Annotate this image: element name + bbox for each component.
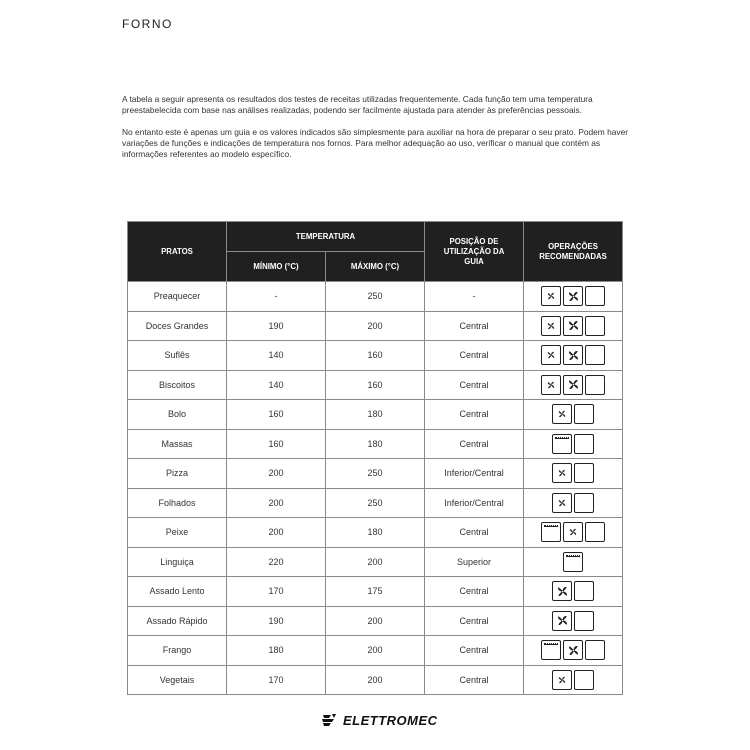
operations-icons	[524, 404, 622, 424]
max-temp-cell: 180	[326, 518, 425, 548]
dish-cell: Preaquecer	[128, 282, 227, 312]
min-temp-cell: 200	[227, 518, 326, 548]
empty-oven-icon	[585, 522, 605, 542]
position-cell: Central	[425, 665, 524, 695]
operations-icons	[524, 316, 622, 336]
fan-small-icon	[541, 345, 561, 365]
operations-icons	[524, 286, 622, 306]
position-cell: Inferior/Central	[425, 488, 524, 518]
max-temp-cell: 175	[326, 577, 425, 607]
empty-oven-icon	[574, 463, 594, 483]
table-body	[128, 282, 623, 695]
position-cell: Central	[425, 341, 524, 371]
header-operacoes: OPERAÇÕES RECOMENDADAS	[524, 222, 623, 282]
empty-oven-icon	[574, 611, 594, 631]
min-temp-cell: 140	[227, 370, 326, 400]
min-temp-cell: 200	[227, 488, 326, 518]
min-temp-cell: 190	[227, 606, 326, 636]
table-row	[128, 400, 623, 430]
dish-cell: Folhados	[128, 488, 227, 518]
operations-icons	[524, 434, 622, 454]
empty-oven-icon	[574, 670, 594, 690]
dish-cell: Suflês	[128, 341, 227, 371]
intro-paragraph-2: No entanto este é apenas um guia e os valores indicados são simplesmente para auxiliar na hora de preparar o seu prato. Podem haver variações de funções e indicações de temperatura nos fornos. Para melhor adequação ao uso, verificar o manual que contém as informações referentes ao modelo específico.	[122, 127, 629, 160]
position-cell: Superior	[425, 547, 524, 577]
dish-cell: Bolo	[128, 400, 227, 430]
table-row	[128, 518, 623, 548]
fan-large-icon	[552, 581, 572, 601]
max-temp-cell: 250	[326, 282, 425, 312]
operations-cell	[524, 488, 623, 518]
empty-oven-icon	[585, 316, 605, 336]
position-cell: Central	[425, 577, 524, 607]
fan-small-icon	[541, 316, 561, 336]
table-row	[128, 459, 623, 489]
top-heat-icon	[541, 522, 561, 542]
operations-cell	[524, 282, 623, 312]
position-cell: -	[425, 282, 524, 312]
fan-small-icon	[563, 522, 583, 542]
max-temp-cell: 250	[326, 459, 425, 489]
operations-cell	[524, 311, 623, 341]
table-row	[128, 577, 623, 607]
max-temp-cell: 160	[326, 370, 425, 400]
top-heat-icon	[563, 552, 583, 572]
header-maximo: MÁXIMO (°C)	[326, 252, 425, 282]
fan-large-icon	[552, 611, 572, 631]
brand-name: ELETTROMEC	[343, 712, 438, 728]
operations-cell	[524, 370, 623, 400]
top-heat-icon	[541, 640, 561, 660]
position-cell: Central	[425, 636, 524, 666]
operations-icons	[524, 581, 622, 601]
dish-cell: Linguiça	[128, 547, 227, 577]
table-row	[128, 665, 623, 695]
dish-cell: Peixe	[128, 518, 227, 548]
min-temp-cell: 200	[227, 459, 326, 489]
table-row	[128, 282, 623, 312]
fan-small-icon	[552, 670, 572, 690]
empty-oven-icon	[574, 434, 594, 454]
fan-small-icon	[541, 375, 561, 395]
min-temp-cell: 170	[227, 665, 326, 695]
dish-cell: Doces Grandes	[128, 311, 227, 341]
fan-large-icon	[563, 375, 583, 395]
table-row	[128, 636, 623, 666]
max-temp-cell: 200	[326, 636, 425, 666]
max-temp-cell: 180	[326, 429, 425, 459]
operations-cell	[524, 665, 623, 695]
fan-small-icon	[552, 404, 572, 424]
max-temp-cell: 180	[326, 400, 425, 430]
empty-oven-icon	[574, 493, 594, 513]
min-temp-cell: 140	[227, 341, 326, 371]
fan-small-icon	[541, 286, 561, 306]
operations-icons	[524, 670, 622, 690]
header-pratos: PRATOS	[128, 222, 227, 282]
max-temp-cell: 200	[326, 547, 425, 577]
operations-cell	[524, 606, 623, 636]
operations-cell	[524, 459, 623, 489]
max-temp-cell: 160	[326, 341, 425, 371]
dish-cell: Pizza	[128, 459, 227, 489]
oven-recipes-table	[127, 221, 623, 695]
dish-cell: Frango	[128, 636, 227, 666]
min-temp-cell: 170	[227, 577, 326, 607]
header-minimo: MÍNIMO (°C)	[227, 252, 326, 282]
operations-icons	[524, 375, 622, 395]
operations-icons	[524, 640, 622, 660]
empty-oven-icon	[585, 345, 605, 365]
header-posicao: POSIÇÃO DE UTILIZAÇÃO DA GUIA	[425, 222, 524, 282]
max-temp-cell: 250	[326, 488, 425, 518]
operations-cell	[524, 518, 623, 548]
max-temp-cell: 200	[326, 606, 425, 636]
fan-large-icon	[563, 345, 583, 365]
operations-icons	[524, 493, 622, 513]
min-temp-cell: -	[227, 282, 326, 312]
operations-icons	[524, 463, 622, 483]
table-row	[128, 429, 623, 459]
table-row	[128, 370, 623, 400]
min-temp-cell: 160	[227, 429, 326, 459]
position-cell: Central	[425, 429, 524, 459]
table-row	[128, 547, 623, 577]
operations-icons	[524, 552, 622, 572]
max-temp-cell: 200	[326, 311, 425, 341]
operations-cell	[524, 400, 623, 430]
min-temp-cell: 220	[227, 547, 326, 577]
operations-cell	[524, 577, 623, 607]
operations-icons	[524, 522, 622, 542]
max-temp-cell: 200	[326, 665, 425, 695]
position-cell: Inferior/Central	[425, 459, 524, 489]
operations-cell	[524, 636, 623, 666]
dish-cell: Assado Lento	[128, 577, 227, 607]
top-heat-icon	[552, 434, 572, 454]
operations-cell	[524, 341, 623, 371]
fan-small-icon	[552, 463, 572, 483]
elettromec-logo-icon	[320, 711, 338, 729]
operations-icons	[524, 611, 622, 631]
empty-oven-icon	[574, 404, 594, 424]
header-temperatura: TEMPERATURA	[227, 222, 425, 252]
dish-cell: Biscoitos	[128, 370, 227, 400]
intro-paragraph-1: A tabela a seguir apresenta os resultados dos testes de receitas utilizadas frequentemente. Cada função tem uma temperatura preestabelecida com base nas análises realizadas, podendo ser facilmente ajustada para atender às preferências pessoais.	[122, 94, 593, 116]
fan-large-icon	[563, 286, 583, 306]
position-cell: Central	[425, 400, 524, 430]
empty-oven-icon	[574, 581, 594, 601]
dish-cell: Assado Rápido	[128, 606, 227, 636]
min-temp-cell: 190	[227, 311, 326, 341]
table-row	[128, 311, 623, 341]
table-row	[128, 341, 623, 371]
position-cell: Central	[425, 311, 524, 341]
table-row	[128, 606, 623, 636]
empty-oven-icon	[585, 286, 605, 306]
brand-logo	[320, 711, 438, 729]
fan-small-icon	[552, 493, 572, 513]
section-title: FORNO	[122, 17, 173, 31]
table-row	[128, 488, 623, 518]
empty-oven-icon	[585, 640, 605, 660]
operations-icons	[524, 345, 622, 365]
min-temp-cell: 160	[227, 400, 326, 430]
operations-cell	[524, 547, 623, 577]
dish-cell: Vegetais	[128, 665, 227, 695]
operations-cell	[524, 429, 623, 459]
position-cell: Central	[425, 606, 524, 636]
dish-cell: Massas	[128, 429, 227, 459]
empty-oven-icon	[585, 375, 605, 395]
fan-large-icon	[563, 316, 583, 336]
min-temp-cell: 180	[227, 636, 326, 666]
position-cell: Central	[425, 370, 524, 400]
fan-large-icon	[563, 640, 583, 660]
position-cell: Central	[425, 518, 524, 548]
